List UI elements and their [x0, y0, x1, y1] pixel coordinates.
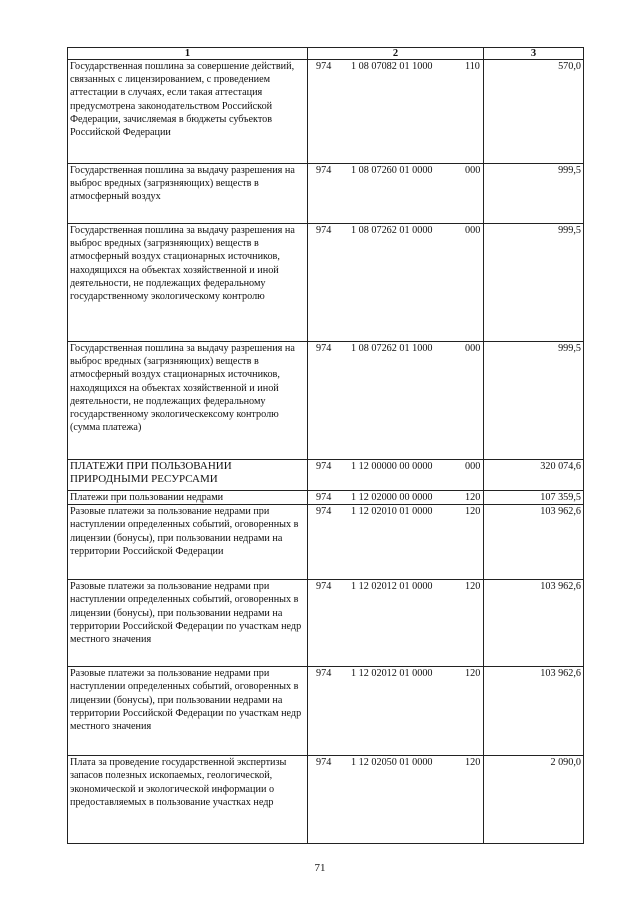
table-row	[68, 460, 584, 491]
admin-code: 974	[316, 165, 332, 176]
admin-code: 974	[316, 668, 332, 680]
page-number: 71	[314, 862, 326, 874]
header-col-1: 1	[68, 48, 308, 60]
admin-code: 974	[316, 506, 332, 518]
kbk-code: 1 12 02000 00 0000	[351, 492, 433, 503]
budget-table	[67, 47, 584, 844]
row-amount: 2 090,0	[484, 756, 584, 844]
sub-code: 000	[465, 225, 481, 236]
sub-code: 110	[465, 61, 480, 72]
row-code	[308, 164, 484, 224]
table-row	[68, 342, 584, 460]
table-row	[68, 580, 584, 667]
table-row	[68, 164, 584, 224]
row-code	[308, 342, 484, 460]
table-row	[68, 60, 584, 164]
admin-code: 974	[316, 61, 332, 72]
row-name: Государственная пошлина за выдачу разрешения на выброс вредных (загрязняющих) веществ в атмосферный воздух стационарных источников, находящихся на объектах хозяйственной и иной деятельности, не подлежащих федеральному государственному экологическексому контролю (сумма платежа)	[68, 342, 308, 460]
header-row	[68, 48, 584, 60]
kbk-code: 1 12 02050 01 0000	[351, 757, 433, 769]
sub-code: 120	[465, 506, 481, 518]
row-name: Плата за проведение государственной экспертизы запасов полезных ископаемых, геологической, экономической и экологической информации о предоставляемых в пользование участках недр	[68, 756, 308, 844]
kbk-code: 1 08 07262 01 1000	[351, 343, 433, 354]
row-amount: 570,0	[484, 60, 584, 164]
table-row	[68, 224, 584, 342]
row-amount: 999,5	[484, 224, 584, 342]
admin-code: 974	[316, 225, 332, 236]
kbk-code: 1 12 02012 01 0000	[351, 581, 433, 593]
admin-code: 974	[316, 581, 332, 593]
row-amount: 999,5	[484, 342, 584, 460]
sub-code: 120	[465, 492, 481, 503]
row-amount: 103 962,6	[484, 580, 584, 667]
row-name: Разовые платежи за пользование недрами при наступлении определенных событий, оговоренных в лицензии (бонусы), при пользовании недрами на территории Российской Федерации по участкам недр местного значения	[68, 580, 308, 667]
kbk-code: 1 08 07262 01 0000	[351, 225, 433, 236]
table-row	[68, 491, 584, 505]
admin-code: 974	[316, 461, 332, 472]
row-name: Платежи при пользовании недрами	[68, 491, 308, 505]
sub-code: 120	[465, 581, 481, 593]
table-row	[68, 505, 584, 580]
row-amount: 999,5	[484, 164, 584, 224]
row-code	[308, 505, 484, 580]
admin-code: 974	[316, 492, 332, 503]
row-code	[308, 667, 484, 756]
kbk-code: 1 12 02010 01 0000	[351, 506, 433, 518]
kbk-code: 1 08 07082 01 1000	[351, 61, 433, 72]
row-code	[308, 60, 484, 164]
kbk-code: 1 08 07260 01 0000	[351, 165, 433, 176]
row-code	[308, 756, 484, 844]
sub-code: 000	[465, 165, 481, 176]
row-amount: 103 962,6	[484, 667, 584, 756]
row-amount: 107 359,5	[484, 491, 584, 505]
sub-code: 000	[465, 343, 481, 354]
admin-code: 974	[316, 757, 332, 769]
row-code	[308, 580, 484, 667]
row-amount: 320 074,6	[484, 460, 584, 491]
kbk-code: 1 12 02012 01 0000	[351, 668, 433, 680]
row-name: Государственная пошлина за выдачу разрешения на выброс вредных (загрязняющих) веществ в атмосферный воздух	[68, 164, 308, 224]
admin-code: 974	[316, 343, 332, 354]
kbk-code: 1 12 00000 00 0000	[351, 461, 433, 472]
row-amount: 103 962,6	[484, 505, 584, 580]
table-row	[68, 667, 584, 756]
sub-code: 120	[465, 668, 481, 680]
table-row	[68, 756, 584, 844]
sub-code: 000	[465, 461, 481, 472]
row-name: Государственная пошлина за выдачу разрешения на выброс вредных (загрязняющих) веществ в атмосферный воздух стационарных источников, находящихся на объектах хозяйственной и иной деятельности, не подлежащих федеральному государственному экологическому контролю	[68, 224, 308, 342]
row-code	[308, 460, 484, 491]
row-code	[308, 491, 484, 505]
header-col-3: 3	[484, 48, 584, 60]
header-col-2: 2	[308, 48, 484, 60]
row-name: Государственная пошлина за совершение действий, связанных с лицензированием, с проведением аттестации в случаях, если такая аттестация предусмотрена законодательством Российской Федерации, зачисляемая в бюджеты субъектов Российской Федерации	[68, 60, 308, 164]
row-name: ПЛАТЕЖИ ПРИ ПОЛЬЗОВАНИИ ПРИРОДНЫМИ РЕСУРСАМИ	[68, 460, 308, 491]
sub-code: 120	[465, 757, 481, 769]
row-name: Разовые платежи за пользование недрами при наступлении определенных событий, оговоренных в лицензии (бонусы), при пользовании недрами на территории Российской Федерации по участкам недр местного значения	[68, 667, 308, 756]
row-name: Разовые платежи за пользование недрами при наступлении определенных событий, оговоренных в лицензии (бонусы), при пользовании недрами на территории Российской Федерации	[68, 505, 308, 580]
row-code	[308, 224, 484, 342]
